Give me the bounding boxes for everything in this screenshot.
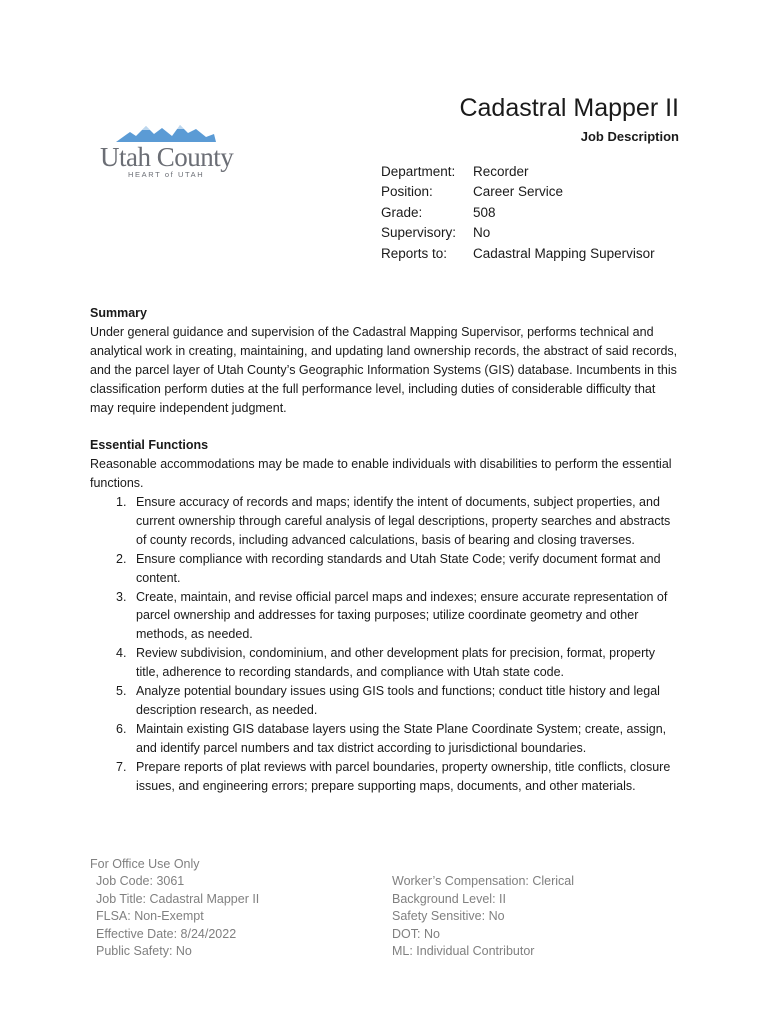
logo-name: Utah County <box>100 142 234 172</box>
info-row-position <box>381 182 655 203</box>
office-line: Job Code: 3061 <box>96 874 185 889</box>
office-use-right-column <box>392 873 652 960</box>
utah-county-logo <box>100 120 240 182</box>
office-line: ML: Individual Contributor <box>392 944 535 959</box>
office-line: DOT: No <box>392 926 440 941</box>
summary-heading: Summary <box>90 306 147 320</box>
office-use-title: For Office Use Only <box>90 857 200 871</box>
summary-text: Under general guidance and supervision of the Cadastral Mapping Supervisor, performs technical and analytical work in creating, maintaining, and updating land ownership records, the abstract of said records, and the parcel layer of Utah County’s Geographic Information Systems (GIS) database. Incumbents in this classification perform duties at the full performance level, including duties of considerable difficulty that may require independent judgment. <box>90 324 678 415</box>
item-text: Ensure compliance with recording standards and Utah State Code; verify document format and content. <box>136 551 661 585</box>
info-value: Recorder <box>473 163 529 179</box>
list-item <box>90 588 680 645</box>
functions-list <box>90 493 680 796</box>
page-subtitle: Job Description <box>580 129 679 144</box>
item-number: 4. <box>116 646 127 661</box>
item-text: Ensure accuracy of records and maps; identify the intent of documents, subject properties, and current ownership through careful analysis of legal descriptions, property searches and abstracts of county records, including advanced calculations, basis of bearing and closing traverses. <box>136 495 671 547</box>
list-item <box>90 644 680 682</box>
item-text: Maintain existing GIS database layers using the State Plane Coordinate System; create, assign, and identify parcel numbers and tax district according to jurisdictional boundaries. <box>136 721 667 755</box>
info-row-department <box>381 161 655 182</box>
item-number: 3. <box>116 589 127 604</box>
office-line: Safety Sensitive: No <box>392 909 505 924</box>
office-use-left-column <box>96 873 356 960</box>
office-line: Background Level: II <box>392 891 506 906</box>
list-item <box>90 758 680 796</box>
item-text: Review subdivision, condominium, and other development plats for precision, format, property title, adherence to recording standards, and compliance with Utah state code. <box>136 646 656 680</box>
list-item <box>90 550 680 588</box>
item-number: 6. <box>116 721 127 736</box>
item-text: Analyze potential boundary issues using GIS tools and functions; conduct title history and legal description research, as needed. <box>136 684 660 718</box>
item-text: Prepare reports of plat reviews with parcel boundaries, property ownership, title conflicts, closure issues, and engineering errors; prepare supporting maps, documents, and other materials. <box>136 759 671 793</box>
info-key: Position: <box>381 184 433 200</box>
info-row-supervisory <box>381 223 655 244</box>
info-value: 508 <box>473 204 496 220</box>
document-body <box>90 304 680 796</box>
functions-heading: Essential Functions <box>90 438 209 453</box>
office-line: Effective Date: 8/24/2022 <box>96 926 237 941</box>
mountains-icon <box>116 122 216 144</box>
info-value: Career Service <box>473 184 564 200</box>
item-number: 1. <box>116 495 127 510</box>
info-key: Reports to: <box>381 245 448 261</box>
office-use-block <box>90 856 575 959</box>
functions-intro: Reasonable accommodations may be made to enable individuals with disabilities to perform the essential functions. <box>90 457 672 491</box>
info-row-grade <box>381 202 655 223</box>
info-key: Supervisory: <box>381 225 457 241</box>
list-item <box>90 720 680 758</box>
info-value: No <box>473 225 491 241</box>
office-line: Public Safety: No <box>96 944 192 959</box>
info-key: Grade: <box>381 204 423 220</box>
item-number: 7. <box>116 759 127 774</box>
item-number: 2. <box>116 551 127 566</box>
item-text: Create, maintain, and revise official parcel maps and indexes; ensure accurate representation of parcel ownership and addresses for taxing purposes; utilize coordinate geometry and other methods, as needed. <box>136 589 668 642</box>
job-info-table <box>381 161 655 264</box>
item-number: 5. <box>116 684 127 699</box>
list-item <box>90 682 680 720</box>
office-line: FLSA: Non-Exempt <box>96 909 204 924</box>
list-item <box>90 493 680 550</box>
info-row-reports-to <box>381 243 655 264</box>
info-value: Cadastral Mapping Supervisor <box>473 245 655 261</box>
office-line: Job Title: Cadastral Mapper II <box>96 891 260 906</box>
page-title: Cadastral Mapper II <box>459 94 679 122</box>
office-line: Worker’s Compensation: Clerical <box>392 874 575 889</box>
logo-tagline: HEART of UTAH <box>128 170 205 179</box>
info-key: Department: <box>381 163 456 179</box>
